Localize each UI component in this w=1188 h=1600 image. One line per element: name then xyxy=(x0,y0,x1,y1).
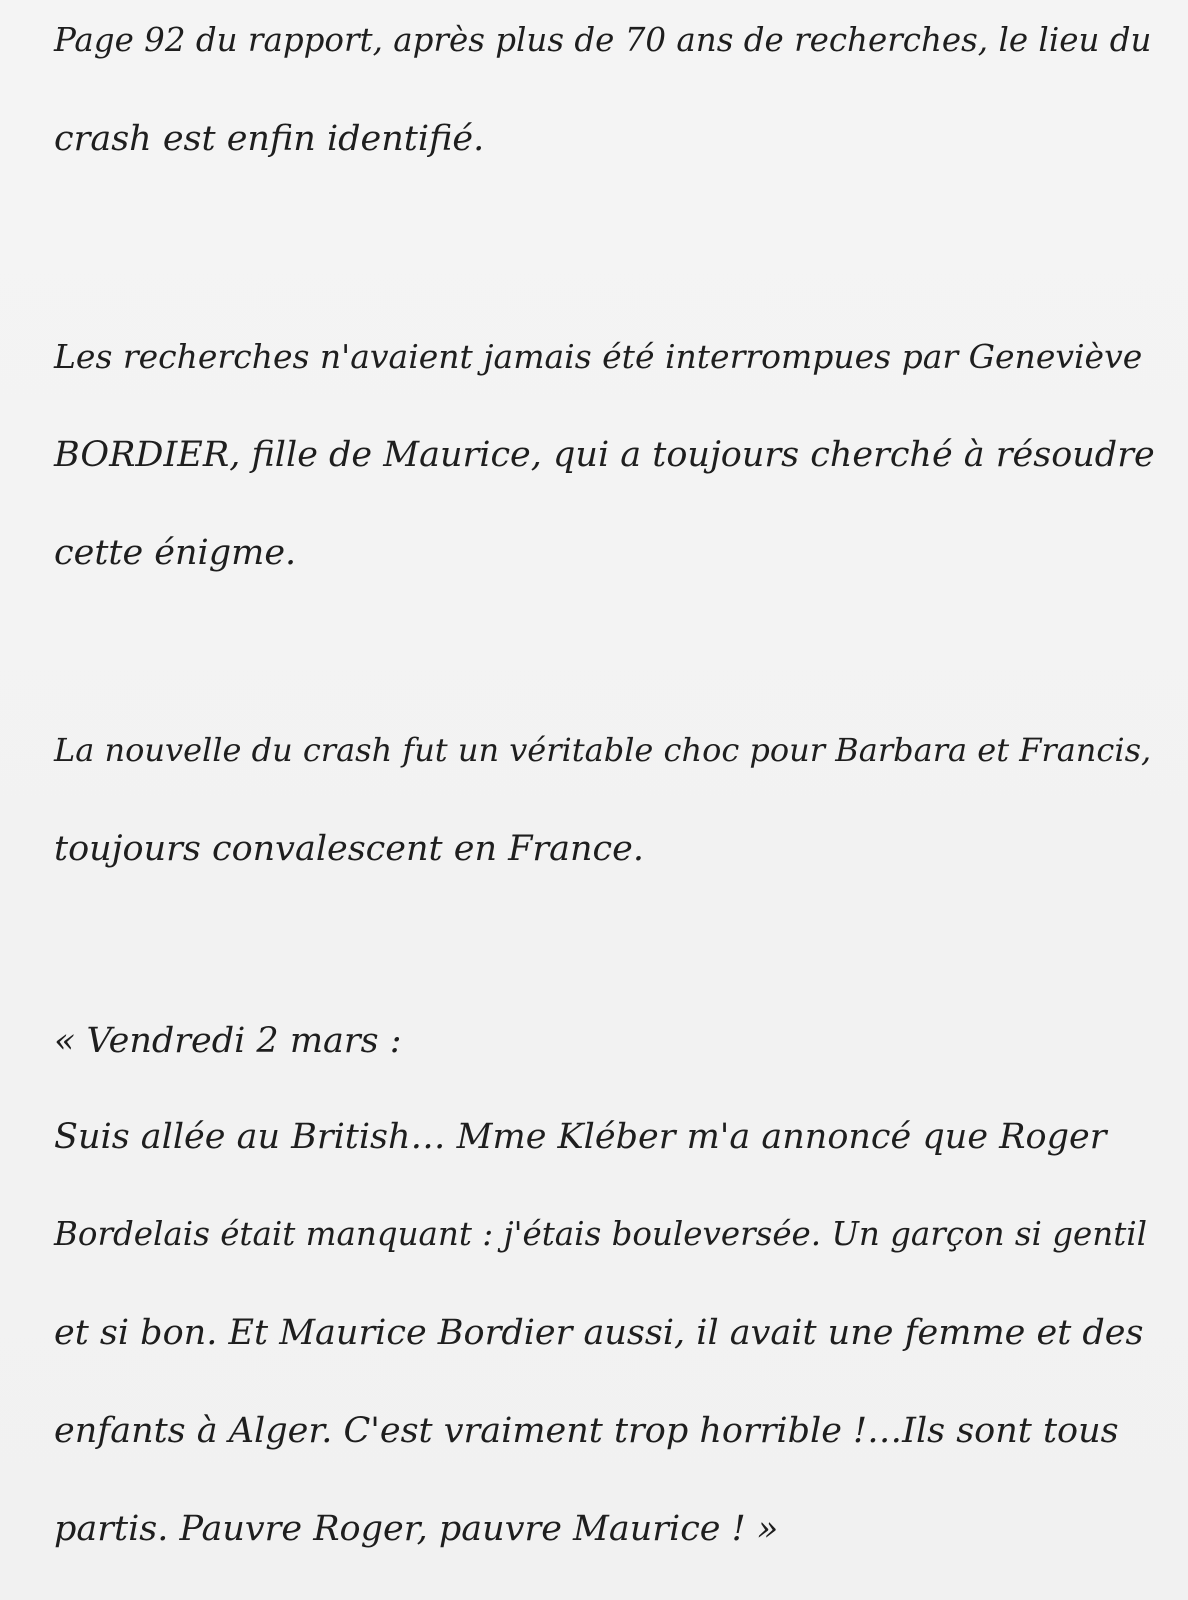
text-line: crash est enfin identifié. xyxy=(54,119,485,159)
text-line: La nouvelle du crash fut un véritable choc pour Barbara et Francis, xyxy=(54,731,1152,769)
text-line: enfants à Alger. C'est vraiment trop horrible !…Ils sont tous xyxy=(54,1411,1119,1451)
text-line: Page 92 du rapport, après plus de 70 ans de recherches, le lieu du xyxy=(54,21,1152,59)
text-line: cette énigme. xyxy=(54,533,297,573)
text-line: Suis allée au British… Mme Kléber m'a annoncé que Roger xyxy=(54,1117,1107,1157)
text-line: BORDIER, fille de Maurice, qui a toujours cherché à résoudre xyxy=(54,435,1155,475)
text-line: Les recherches n'avaient jamais été interrompues par Geneviève xyxy=(54,337,1143,376)
text-line: et si bon. Et Maurice Bordier aussi, il avait une femme et des xyxy=(54,1313,1144,1353)
text-line: toujours convalescent en France. xyxy=(54,829,644,869)
text-line: « Vendredi 2 mars : xyxy=(54,1021,402,1061)
text-line: partis. Pauvre Roger, pauvre Maurice ! » xyxy=(54,1509,779,1549)
text-line: Bordelais était manquant : j'étais bouleversée. Un garçon si gentil xyxy=(54,1215,1148,1253)
